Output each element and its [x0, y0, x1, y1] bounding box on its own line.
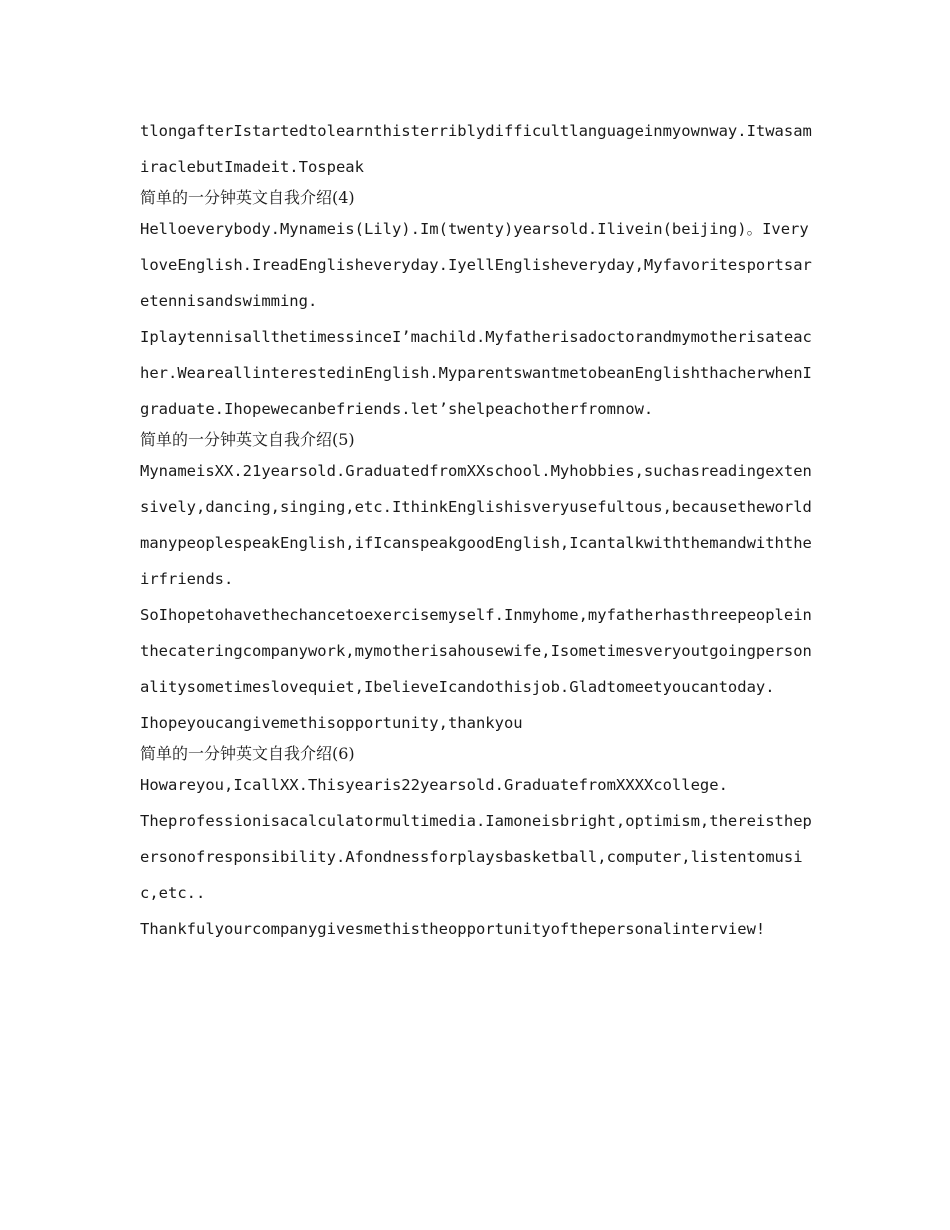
section-6-paragraph-3: Thankfulyourcompanygivesmethistheopportunityofthepersonalinterview! [140, 920, 766, 938]
intro-fragment: tlongafterIstartedtolearnthisterriblydifficultlanguageinmyownway.ItwasamiraclebutImadeit.Tospeak [140, 122, 812, 176]
section-5-paragraph-1: MynameisXX.21yearsold.GraduatedfromXXschool.Myhobbies,suchasreadingextensively,dancing,singing,etc.IthinkEnglishisveryusefultous,becausetheworldmanypeoplespeakEnglish,ifIcanspeakgoodEnglish,Icantalkwiththemandwiththeirfriends. [140, 462, 812, 588]
section-5-paragraph-2: SoIhopetohavethechancetoexercisemyself.Inmyhome,myfatherhasthreepeopleinthecateringcompanywork,mymotherisahousewife,Isometimesveryoutgoingpersonalitysometimeslovequiet,IbelieveIcandothisjob.Gladtomeetyoucantoday. [140, 606, 812, 696]
section-heading-6: 简单的一分钟英文自我介绍(6) [140, 744, 355, 763]
section-4-paragraph-2: IplaytennisallthetimessinceI’machild.Myfatherisadoctorandmymotherisateacher.WeareallinterestedinEnglish.MyparentswantmetobeanEnglishthacherwhenIgraduate.Ihopewecanbefriends.let’shelpeachotherfromnow. [140, 328, 812, 418]
section-5-paragraph-3: Ihopeyoucangivemethisopportunity,thankyou [140, 714, 523, 732]
document-page [140, 113, 812, 947]
section-heading-4: 简单的一分钟英文自我介绍(4) [140, 188, 355, 207]
section-6-paragraph-1: Howareyou,IcallXX.Thisyearis22yearsold.GraduatefromXXXXcollege. [140, 776, 728, 794]
section-4-paragraph-1: Helloeverybody.Mynameis(Lily).Im(twenty)yearsold.Ilivein(beijing)。IveryloveEnglish.IreadEnglisheveryday.IyellEnglisheveryday,Myfavoritesportsaretennisandswimming. [140, 220, 812, 310]
section-heading-5: 简单的一分钟英文自我介绍(5) [140, 430, 355, 449]
section-6-paragraph-2: Theprofessionisacalculatormultimedia.Iamoneisbright,optimism,thereisthepersonofresponsibility.Afondnessforplaysbasketball,computer,listentomusic,etc.. [140, 812, 812, 902]
